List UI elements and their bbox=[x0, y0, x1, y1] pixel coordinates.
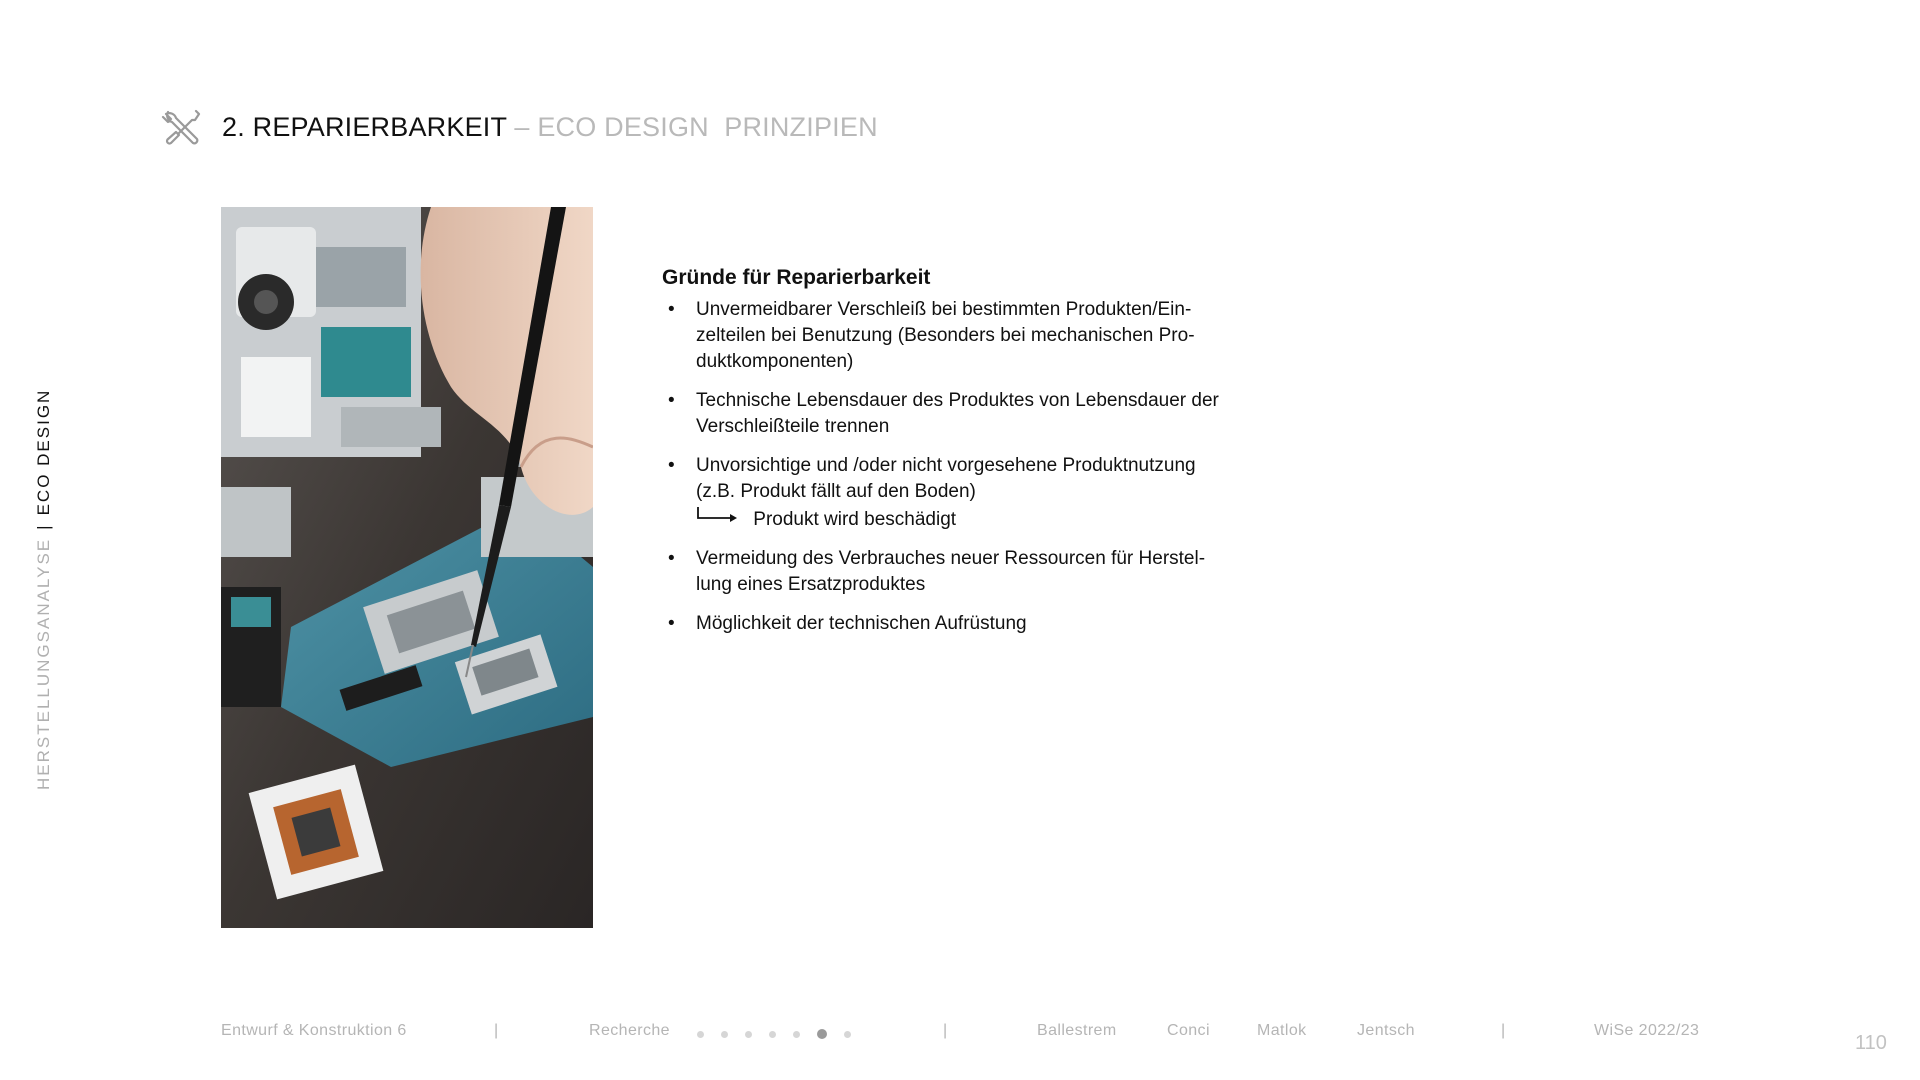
bullet-marker: • bbox=[668, 390, 675, 411]
list-item bbox=[662, 388, 1222, 440]
arrow-right-icon bbox=[696, 505, 738, 525]
progress-dot bbox=[721, 1031, 728, 1038]
list-item bbox=[662, 297, 1222, 375]
progress-dot-active bbox=[817, 1029, 827, 1039]
footer-course: Entwurf & Konstruktion 6 bbox=[221, 1022, 407, 1039]
list-item-line: zelteilen bei Benutzung (Besonders bei mechanischen Pro- bbox=[696, 325, 1195, 346]
footer-separator: | bbox=[494, 1022, 499, 1039]
side-label-separator: | bbox=[34, 523, 53, 530]
footer-author: Jentsch bbox=[1357, 1022, 1415, 1039]
footer-separator: | bbox=[1501, 1022, 1506, 1039]
progress-dots bbox=[697, 1029, 851, 1039]
list-item-line: Vermeidung des Verbrauches neuer Ressourcen für Herstel- bbox=[696, 548, 1206, 569]
repair-photo bbox=[221, 207, 593, 928]
footer-semester: WiSe 2022/23 bbox=[1594, 1022, 1700, 1039]
footer-author: Conci bbox=[1167, 1022, 1210, 1039]
content-heading: Gründe für Reparierbarkeit bbox=[662, 266, 931, 289]
footer-author: Ballestrem bbox=[1037, 1022, 1117, 1039]
side-section-label bbox=[34, 389, 54, 790]
title-sub: ECO DESIGN PRINZIPIEN bbox=[537, 112, 878, 142]
footer-separator: | bbox=[943, 1022, 948, 1039]
list-item-consequence bbox=[696, 505, 1222, 533]
title-main: 2. REPARIERBARKEIT bbox=[222, 112, 507, 142]
list-item bbox=[662, 546, 1222, 598]
list-item-line: (z.B. Produkt fällt auf den Boden) bbox=[696, 481, 976, 502]
side-label-topic: ECO DESIGN bbox=[34, 388, 53, 516]
list-item bbox=[662, 611, 1222, 637]
tools-icon bbox=[160, 108, 202, 150]
progress-dot bbox=[697, 1031, 704, 1038]
consequence-text: Produkt wird beschädigt bbox=[753, 509, 957, 530]
progress-dot bbox=[769, 1031, 776, 1038]
side-label-chapter: HERSTELLUNGSANALYSE bbox=[34, 537, 53, 790]
bullet-marker: • bbox=[668, 613, 675, 634]
list-item-line: Möglichkeit der technischen Aufrüstung bbox=[696, 613, 1027, 634]
footer-section: Recherche bbox=[589, 1022, 670, 1039]
page-number: 110 bbox=[1855, 1032, 1887, 1054]
list-item-line: lung eines Ersatzproduktes bbox=[696, 574, 926, 595]
bullet-marker: • bbox=[668, 548, 675, 569]
progress-dot bbox=[844, 1031, 851, 1038]
bullet-marker: • bbox=[668, 299, 675, 320]
list-item-line: Verschleißteile trennen bbox=[696, 416, 890, 437]
title-dash: – bbox=[514, 112, 530, 142]
progress-dot bbox=[745, 1031, 752, 1038]
list-item-line: duktkomponenten) bbox=[696, 351, 854, 372]
list-item bbox=[662, 453, 1222, 533]
footer-author: Matlok bbox=[1257, 1022, 1307, 1039]
list-item-line: Unvorsichtige und /oder nicht vorgesehene Produktnutzung bbox=[696, 455, 1196, 476]
progress-dot bbox=[793, 1031, 800, 1038]
list-item-line: Technische Lebensdauer des Produktes von Lebensdauer der bbox=[696, 390, 1219, 411]
list-item-line: Unvermeidbarer Verschleiß bei bestimmten Produkten/Ein- bbox=[696, 299, 1192, 320]
content-block bbox=[662, 266, 1222, 650]
bullet-marker: • bbox=[668, 455, 675, 476]
reasons-list bbox=[662, 297, 1222, 637]
page-title bbox=[222, 112, 878, 143]
